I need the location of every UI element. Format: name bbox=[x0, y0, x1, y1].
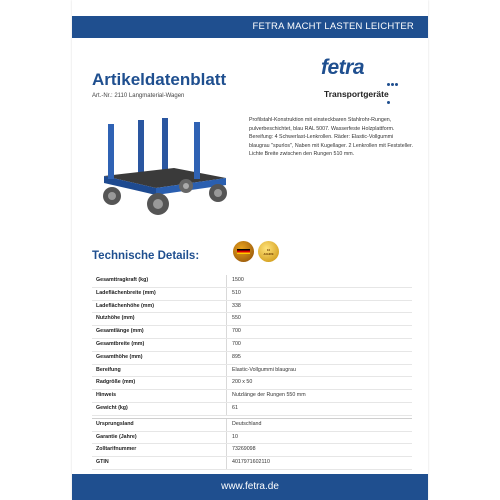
spec-row bbox=[92, 365, 412, 378]
made-in-germany-badge-icon bbox=[233, 241, 254, 262]
spec-label: Gesamttragkraft (kg) bbox=[96, 277, 149, 283]
spec-divider bbox=[226, 390, 227, 402]
spec-label: Hinweis bbox=[96, 392, 117, 399]
spec-divider bbox=[226, 419, 227, 431]
spec-label: GTIN bbox=[96, 459, 109, 466]
spec-row bbox=[92, 377, 412, 390]
spec-label: Gesamthöhe (mm) bbox=[96, 353, 143, 360]
datasheet-page bbox=[72, 0, 428, 500]
spec-divider bbox=[226, 365, 227, 377]
top-banner bbox=[72, 16, 428, 38]
brand-tagline: Transportgeräte bbox=[324, 89, 389, 99]
spec-divider bbox=[226, 444, 227, 456]
article-number: Art.-Nr.: 2110 Langmaterial-Wagen bbox=[92, 93, 185, 99]
spec-row bbox=[92, 418, 412, 432]
spec-label: Ladeflächenhöhe (mm) bbox=[96, 302, 154, 309]
product-photo-trolley bbox=[94, 116, 234, 216]
spec-value: 700 bbox=[232, 328, 241, 335]
spec-row bbox=[92, 326, 412, 339]
spec-label: Gesamtlänge (mm) bbox=[96, 328, 144, 335]
spec-value: Deutschland bbox=[232, 420, 262, 427]
spec-label: Ladeflächenbreite (mm) bbox=[96, 289, 156, 296]
spec-label: Garantie (Jahre) bbox=[96, 433, 137, 440]
spec-label: Radgröße (mm) bbox=[96, 379, 136, 386]
spec-divider bbox=[226, 275, 227, 287]
logo-dots-icon bbox=[387, 73, 401, 109]
spec-row bbox=[92, 288, 412, 301]
spec-row bbox=[92, 313, 412, 326]
product-description: Profilstahl-Konstruktion mit einsteckbaren Stahlrohr-Rungen, pulverbeschichtet, blau RAL 5007. Wasserfeste Holzplattform. Bereifung: 4 Schwerlast-Lenkrollen. Räder: Elastic-Vollgummi blaugrau "spurlos", Naben mit Kugellager. 2 Lenkrollen mit Feststeller. Lichte Breite zwischen den Rungen 510 mm. bbox=[249, 117, 413, 157]
spec-value: 4017971602110 bbox=[232, 459, 270, 466]
spec-table bbox=[92, 275, 412, 470]
spec-divider bbox=[226, 301, 227, 313]
spec-label: Gesamtbreite (mm) bbox=[96, 340, 145, 347]
slogan-text: FETRA MACHT LASTEN LEICHTER bbox=[252, 21, 414, 32]
spec-row bbox=[92, 352, 412, 365]
spec-divider bbox=[226, 457, 227, 469]
spec-divider bbox=[226, 326, 227, 338]
spec-divider bbox=[226, 339, 227, 351]
spec-row bbox=[92, 275, 412, 288]
spec-value: 1500 bbox=[232, 277, 244, 283]
spec-value: 550 bbox=[232, 315, 241, 322]
spec-label: Nutzhöhe (mm) bbox=[96, 315, 135, 322]
spec-divider bbox=[226, 403, 227, 415]
spec-divider bbox=[226, 432, 227, 444]
spec-row bbox=[92, 457, 412, 470]
spec-value: 200 x 50 bbox=[232, 379, 253, 386]
spec-row bbox=[92, 403, 412, 416]
spec-value: 338 bbox=[232, 302, 241, 309]
spec-value: Nutzlänge der Rungen 550 mm bbox=[232, 392, 306, 399]
spec-value: 510 bbox=[232, 289, 241, 296]
footer-bar bbox=[72, 474, 428, 500]
spec-value: Elastic-Vollgummi blaugrau bbox=[232, 366, 296, 373]
spec-label: Zolltarifnummer bbox=[96, 446, 137, 453]
spec-divider bbox=[226, 352, 227, 364]
spec-row bbox=[92, 432, 412, 445]
spec-value: 73269098 bbox=[232, 446, 256, 453]
spec-divider bbox=[226, 288, 227, 300]
section-title: Technische Details: bbox=[92, 250, 200, 262]
quality-seal-badge-icon: 10 JAHRE bbox=[258, 241, 279, 262]
spec-label: Ursprungsland bbox=[96, 420, 134, 427]
spec-row bbox=[92, 301, 412, 314]
spec-row bbox=[92, 339, 412, 352]
spec-value: 895 bbox=[232, 353, 241, 360]
spec-row bbox=[92, 390, 412, 403]
spec-value: 700 bbox=[232, 340, 241, 347]
spec-label: Gewicht (kg) bbox=[96, 404, 128, 411]
fetra-logo[interactable] bbox=[321, 56, 401, 82]
spec-value: 10 bbox=[232, 433, 238, 440]
page-title: Artikeldatenblatt bbox=[92, 70, 227, 89]
spec-value: 61 bbox=[232, 404, 238, 411]
logo-wordmark: fetra bbox=[321, 56, 365, 79]
website-link[interactable]: www.fetra.de bbox=[221, 481, 279, 492]
spec-divider bbox=[226, 377, 227, 389]
spec-row bbox=[92, 444, 412, 457]
spec-label: Bereifung bbox=[96, 366, 121, 373]
spec-divider bbox=[226, 313, 227, 325]
